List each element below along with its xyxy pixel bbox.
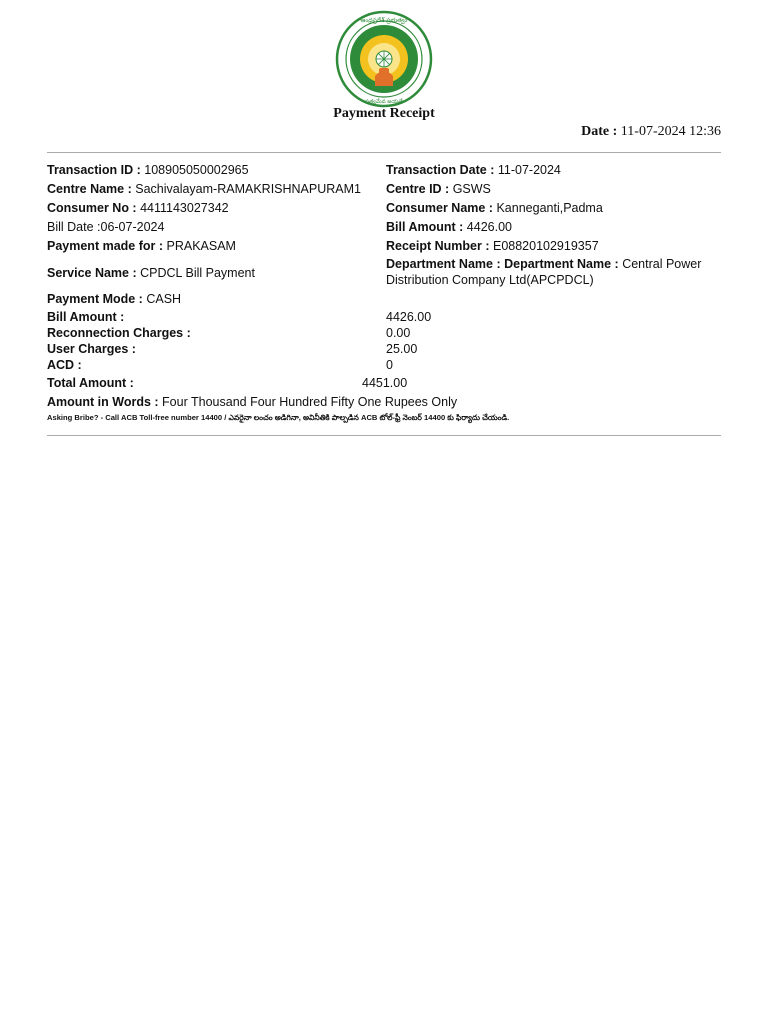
svg-text:సత్యమేవ జయతే: సత్యమేవ జయతే xyxy=(365,99,403,105)
charge-value-reconnection: 0.00 xyxy=(386,326,411,340)
total-amount-label: Total Amount : xyxy=(47,376,134,390)
government-emblem-logo xyxy=(335,10,433,108)
total-amount-value: 4451.00 xyxy=(362,376,408,390)
bottom-divider xyxy=(47,435,721,436)
svg-text:ఆంధ్రప్రదేశ్ ప్రభుత్వం: ఆంధ్రప్రదేశ్ ప్రభుత్వం xyxy=(360,17,408,24)
date-label: Date : xyxy=(581,124,618,139)
centre-id-field: Centre ID : GSWS xyxy=(386,182,491,196)
bribe-notice: Asking Bribe? - Call ACB Toll-free number 14400 / ఎవరైనా లంచం అడిగినా, అవినీతికి పాల్పడిన ACB టోల్-ఫ్రీ నెంబర్ 14400 కు ఫిర్యాదు చేయండి. xyxy=(47,413,510,422)
charge-label-user-charges: User Charges : xyxy=(47,342,136,356)
department-name-field: Department Name : Department Name : Central Power Distribution Company Ltd(APCPDCL) xyxy=(386,257,702,287)
service-name-field: Service Name : CPDCL Bill Payment xyxy=(47,266,255,280)
transaction-date-field: Transaction Date : 11-07-2024 xyxy=(386,163,561,177)
consumer-name-field: Consumer Name : Kanneganti,Padma xyxy=(386,201,603,215)
charge-value-bill-amount: 4426.00 xyxy=(386,310,432,324)
amount-in-words-field: Amount in Words : Four Thousand Four Hundred Fifty One Rupees Only xyxy=(47,395,458,409)
top-divider xyxy=(47,152,721,153)
consumer-no-field: Consumer No : 4411143027342 xyxy=(47,201,229,215)
charge-value-acd: 0 xyxy=(386,358,393,372)
charge-label-bill-amount: Bill Amount : xyxy=(47,310,125,324)
bill-date-field: Bill Date :06-07-2024 xyxy=(47,220,165,234)
receipt-date xyxy=(581,124,721,140)
payment-mode-field: Payment Mode : CASH xyxy=(47,292,182,306)
receipt-number-field: Receipt Number : E08820102919357 xyxy=(386,239,599,253)
charge-label-reconnection: Reconnection Charges : xyxy=(47,326,191,340)
page-title: Payment Receipt xyxy=(333,106,435,121)
charge-value-user-charges: 25.00 xyxy=(386,342,418,356)
bill-amount-field: Bill Amount : 4426.00 xyxy=(386,220,512,234)
transaction-id-field: Transaction ID : 108905050002965 xyxy=(47,163,249,177)
payment-for-field: Payment made for : PRAKASAM xyxy=(47,239,236,253)
centre-name-field: Centre Name : Sachivalayam-RAMAKRISHNAPURAM1 xyxy=(47,182,361,196)
date-value: 11-07-2024 12:36 xyxy=(620,124,721,139)
charge-label-acd: ACD : xyxy=(47,358,82,372)
